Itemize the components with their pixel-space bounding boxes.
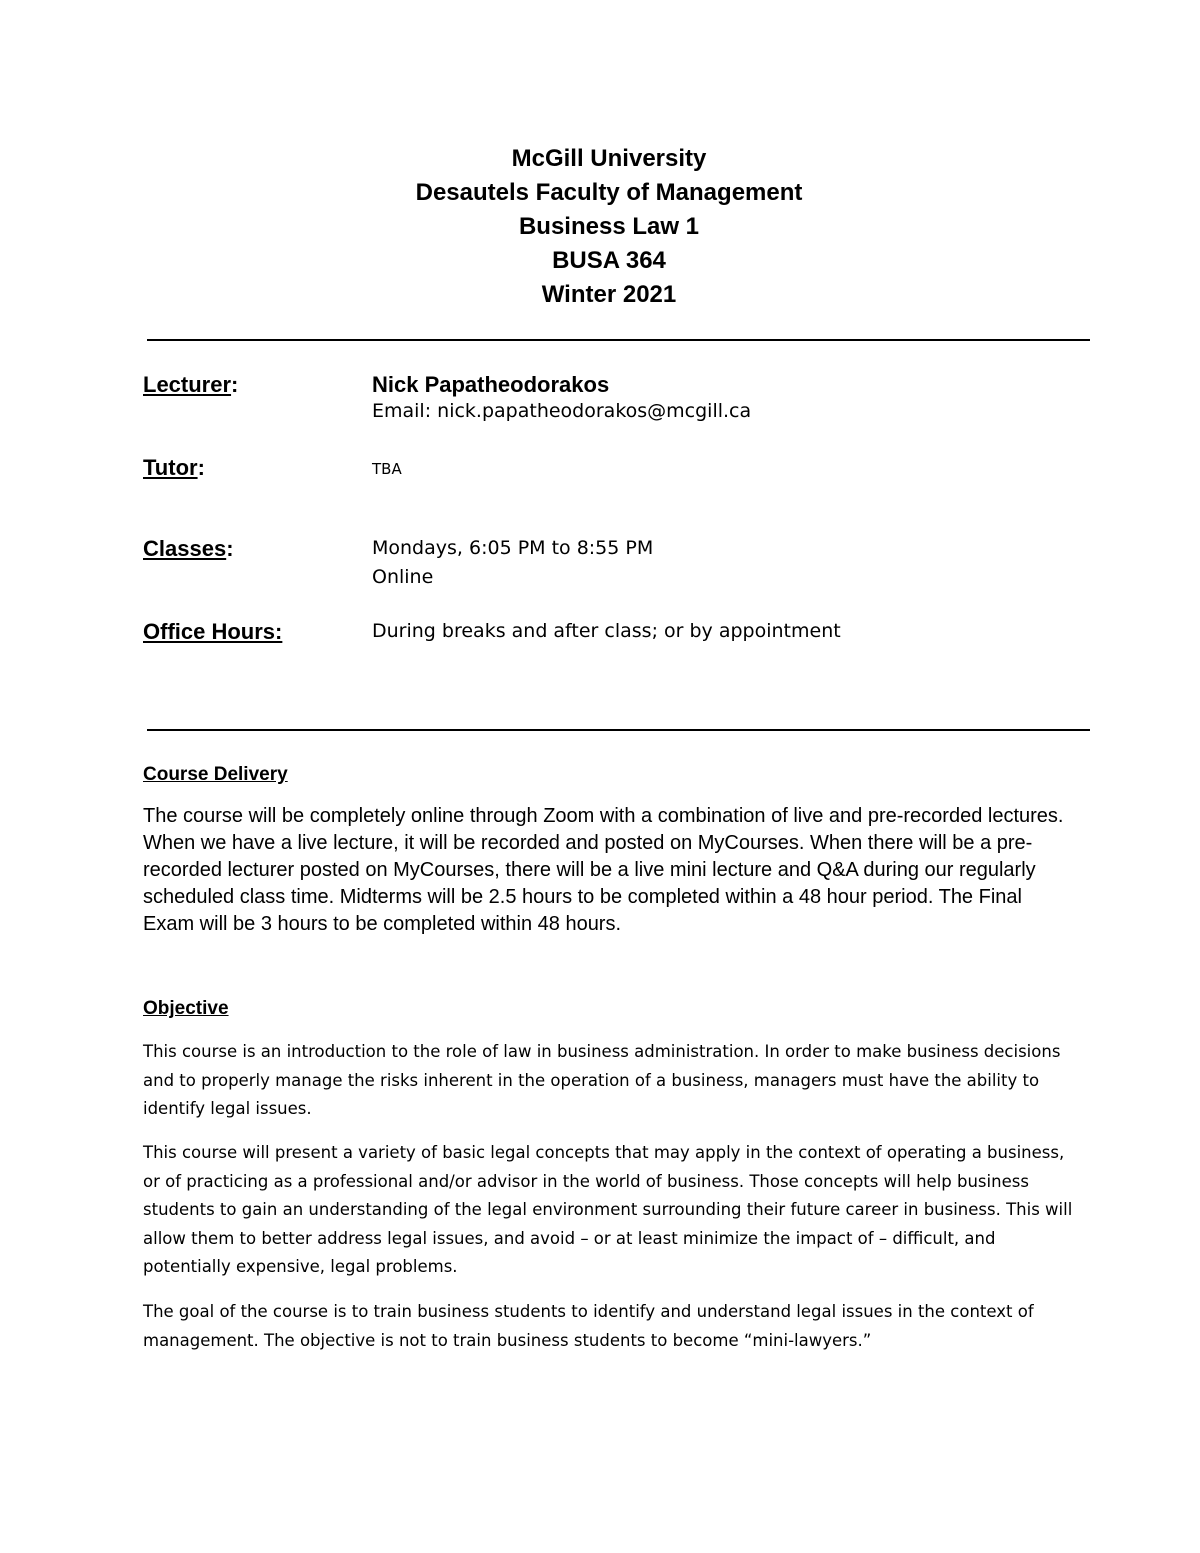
- objective-paragraph-3: The goal of the course is to train business students to identify and understand legal issues in the context of management. The objective is not to train business students to become “mini-lawyers.”: [143, 1302, 1034, 1350]
- bottom-divider: [147, 729, 1090, 731]
- faculty-name: Desautels Faculty of Management: [415, 179, 803, 206]
- objective-paragraph-2: This course will present a variety of basic legal concepts that may apply in the context of operating a business, or of practicing as a professional and/or advisor in the world of business. Those concepts will help business students to gain an understanding of the legal environment surrounding their future career in business. This will allow them to better address legal issues, and avoid – or at least minimize the impact of – difficult, and potentially expensive, legal problems.: [143, 1143, 1073, 1276]
- objective-heading: Objective: [143, 998, 229, 1019]
- course-delivery-text: The course will be completely online through Zoom with a combination of live and pre-recorded lectures. When we have a live lecture, it will be recorded and posted on MyCourses. When there will be a pre-recorded lecturer posted on MyCourses, there will be a live mini lecture and Q&A during our regularly scheduled class time. Midterms will be 2.5 hours to be completed within a 48 hour period. The Final Exam will be 3 hours to be completed within 48 hours.: [143, 805, 1064, 935]
- course-name: Business Law 1: [518, 213, 700, 240]
- university-name: McGill University: [511, 145, 707, 172]
- classes-time: Mondays, 6:05 PM to 8:55 PM: [372, 537, 654, 559]
- classes-mode: Online: [372, 566, 434, 588]
- office-hours-value: During breaks and after class; or by appointment: [372, 620, 841, 642]
- course-code: BUSA 364: [552, 247, 666, 274]
- course-delivery-heading: Course Delivery: [143, 764, 288, 785]
- office-hours-label: Office Hours:: [143, 619, 283, 644]
- lecturer-email: Email: nick.papatheodorakos@mcgill.ca: [372, 400, 752, 422]
- classes-label: Classes:: [143, 536, 234, 561]
- lecturer-name: Nick Papatheodorakos: [372, 372, 610, 397]
- tutor-value: TBA: [372, 460, 402, 478]
- document-title-block: [0, 142, 1200, 312]
- tutor-label: Tutor:: [143, 455, 205, 480]
- term: Winter 2021: [541, 281, 677, 308]
- lecturer-label: Lecturer:: [143, 372, 239, 397]
- objective-paragraph-1: This course is an introduction to the role of law in business administration. In order to make business decisions and to properly manage the risks inherent in the operation of a business, managers must have the ability to identify legal issues.: [143, 1042, 1061, 1118]
- top-divider: [147, 339, 1090, 341]
